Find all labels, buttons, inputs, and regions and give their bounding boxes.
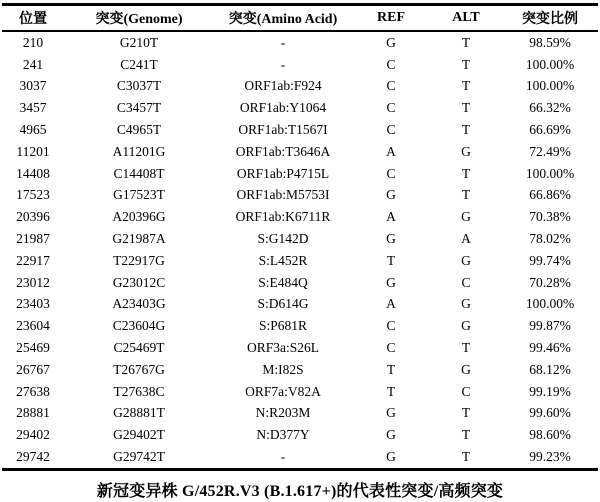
table-cell: G — [461, 318, 471, 334]
column-header: ALT — [452, 10, 480, 25]
table-cell: T — [461, 122, 471, 138]
table-cell: ORF7a:V82A — [245, 383, 321, 399]
table-cell: ORF1ab:Y1064 — [239, 100, 327, 116]
table-cell: C14408T — [113, 165, 165, 181]
table-cell: ORF1ab:P4715L — [236, 165, 330, 181]
table-cell: 70.38% — [529, 209, 571, 225]
table-cell: 99.46% — [529, 340, 571, 356]
table-cell: 3457 — [19, 100, 47, 116]
table-row — [2, 76, 598, 98]
table-cell: G — [461, 296, 471, 312]
table-cell: 98.59% — [529, 34, 571, 50]
table-cell: M:I82S — [262, 361, 304, 377]
table-cell: T — [461, 100, 471, 116]
table-cell: G28881T — [113, 405, 165, 421]
table-cell: ORF1ab:K6711R — [235, 209, 331, 225]
table-row — [2, 294, 598, 316]
table-cell: 23012 — [16, 274, 50, 290]
table-cell: 11201 — [16, 143, 50, 159]
table-cell: S:P681R — [258, 318, 308, 334]
table-cell: C — [386, 100, 396, 116]
table-cell: T — [461, 56, 471, 72]
table-cell: T22917G — [113, 252, 165, 268]
table-cell: 4965 — [19, 122, 47, 138]
table-row — [2, 228, 598, 250]
table-caption: 新冠变异株 G/452R.V3 (B.1.617+)的代表性突变/高频突变 — [96, 482, 504, 500]
table-cell: G29742T — [113, 449, 165, 465]
table-cell: T — [461, 405, 471, 421]
mutation-table — [2, 3, 598, 471]
table-cell: 100.00% — [525, 296, 575, 312]
table-row — [2, 381, 598, 403]
table-cell: G — [386, 187, 396, 203]
table-cell: S:D614G — [257, 296, 309, 312]
table-row — [2, 31, 598, 54]
table-cell: 72.49% — [529, 143, 571, 159]
table-cell: S:E484Q — [258, 274, 308, 290]
table-cell: - — [280, 56, 286, 72]
table-cell: C241T — [120, 56, 158, 72]
table-cell: 99.60% — [529, 405, 571, 421]
table-header-row — [2, 5, 598, 32]
table-cell: A11201G — [112, 143, 166, 159]
column-header: 突变(Genome) — [95, 12, 183, 27]
table-cell: 100.00% — [525, 56, 575, 72]
table-cell: G23012C — [112, 274, 166, 290]
table-cell: G — [386, 274, 396, 290]
table-cell: 70.28% — [529, 274, 571, 290]
table-cell: T — [461, 78, 471, 94]
table-row — [2, 337, 598, 359]
table-cell: G17523T — [113, 187, 165, 203]
table-cell: - — [280, 34, 286, 50]
table-cell: ORF1ab:T1567I — [238, 122, 328, 138]
table-cell: 25469 — [16, 340, 50, 356]
table-cell: T — [386, 361, 396, 377]
table-cell: ORF1ab:F924 — [244, 78, 322, 94]
table-cell: N:D377Y — [256, 427, 310, 443]
table-cell: 23403 — [16, 296, 50, 312]
table-cell: 66.86% — [529, 187, 571, 203]
table-cell: T — [461, 165, 471, 181]
table-body — [2, 31, 598, 469]
table-row — [2, 97, 598, 119]
table-cell: S:G142D — [257, 231, 309, 247]
table-cell: 28881 — [16, 405, 50, 421]
table-cell: 20396 — [16, 209, 50, 225]
table-cell: 210 — [22, 34, 44, 50]
column-header: 突变比例 — [522, 12, 578, 27]
table-row — [2, 206, 598, 228]
table-cell: - — [280, 449, 286, 465]
table-cell: C — [386, 340, 396, 356]
table-cell: 26767 — [16, 361, 50, 377]
table-cell: A20396G — [112, 209, 166, 225]
table-row — [2, 446, 598, 469]
table-cell: C — [461, 383, 471, 399]
table-cell: C3457T — [116, 100, 162, 116]
table-cell: 99.19% — [529, 383, 571, 399]
table-cell: ORF1ab:M5753I — [236, 187, 330, 203]
table-header — [2, 5, 598, 32]
table-cell: G — [461, 143, 471, 159]
table-cell: ORF1ab:T3646A — [235, 143, 331, 159]
table-cell: G21987A — [112, 231, 166, 247]
table-cell: T — [386, 383, 396, 399]
table-row — [2, 272, 598, 294]
table-cell: T — [461, 340, 471, 356]
mutation-table-container — [2, 3, 598, 471]
table-cell: 14408 — [16, 165, 50, 181]
table-cell: 98.60% — [529, 427, 571, 443]
table-cell: ORF3a:S26L — [246, 340, 319, 356]
table-row — [2, 119, 598, 141]
table-cell: G — [386, 405, 396, 421]
column-header: 突变(Amino Acid) — [228, 12, 338, 27]
table-cell: 29742 — [16, 449, 50, 465]
table-cell: T — [461, 449, 471, 465]
table-cell: C25469T — [113, 340, 165, 356]
table-row — [2, 54, 598, 76]
table-cell: T — [461, 187, 471, 203]
table-cell: T — [461, 34, 471, 50]
table-cell: A — [386, 296, 396, 312]
table-cell: T — [386, 252, 396, 268]
table-row — [2, 185, 598, 207]
table-cell: C3037T — [116, 78, 162, 94]
table-cell: G — [386, 34, 396, 50]
table-cell: 3037 — [19, 78, 47, 94]
table-cell: T27638C — [113, 383, 165, 399]
table-cell: G — [461, 209, 471, 225]
table-cell: C4965T — [116, 122, 162, 138]
table-cell: G — [386, 427, 396, 443]
table-cell: T — [461, 427, 471, 443]
table-cell: 27638 — [16, 383, 50, 399]
table-cell: 66.69% — [529, 122, 571, 138]
table-row — [2, 315, 598, 337]
table-cell: 23604 — [16, 318, 50, 334]
table-row — [2, 141, 598, 163]
table-cell: G29402T — [113, 427, 165, 443]
table-cell: A — [386, 209, 396, 225]
table-cell: 99.23% — [529, 449, 571, 465]
table-row — [2, 359, 598, 381]
table-cell: 100.00% — [525, 78, 575, 94]
table-cell: N:R203M — [255, 405, 311, 421]
table-cell: 68.12% — [529, 361, 571, 377]
table-row — [2, 403, 598, 425]
table-cell: G — [461, 361, 471, 377]
column-header: 位置 — [19, 12, 47, 27]
table-cell: C — [386, 78, 396, 94]
table-cell: G — [461, 252, 471, 268]
table-cell: A — [461, 231, 471, 247]
table-cell: 100.00% — [525, 165, 575, 181]
table-cell: 241 — [22, 56, 44, 72]
table-cell: C — [386, 318, 396, 334]
table-cell: C — [386, 56, 396, 72]
table-cell: T26767G — [113, 361, 165, 377]
table-cell: S:L452R — [258, 252, 308, 268]
table-cell: A — [386, 143, 396, 159]
table-cell: 22917 — [16, 252, 50, 268]
table-cell: 17523 — [16, 187, 50, 203]
table-cell: 78.02% — [529, 231, 571, 247]
table-row — [2, 424, 598, 446]
table-cell: C — [386, 122, 396, 138]
table-cell: G210T — [119, 34, 159, 50]
table-cell: 66.32% — [529, 100, 571, 116]
table-cell: C — [461, 274, 471, 290]
table-cell: A23403G — [112, 296, 166, 312]
table-cell: G — [386, 231, 396, 247]
table-cell: 99.87% — [529, 318, 571, 334]
table-cell: 29402 — [16, 427, 50, 443]
table-row — [2, 163, 598, 185]
table-row — [2, 250, 598, 272]
column-header: REF — [377, 10, 405, 25]
table-cell: G — [386, 449, 396, 465]
table-cell: C23604G — [112, 318, 166, 334]
table-cell: C — [386, 165, 396, 181]
table-cell: 99.74% — [529, 252, 571, 268]
table-cell: 21987 — [16, 231, 50, 247]
